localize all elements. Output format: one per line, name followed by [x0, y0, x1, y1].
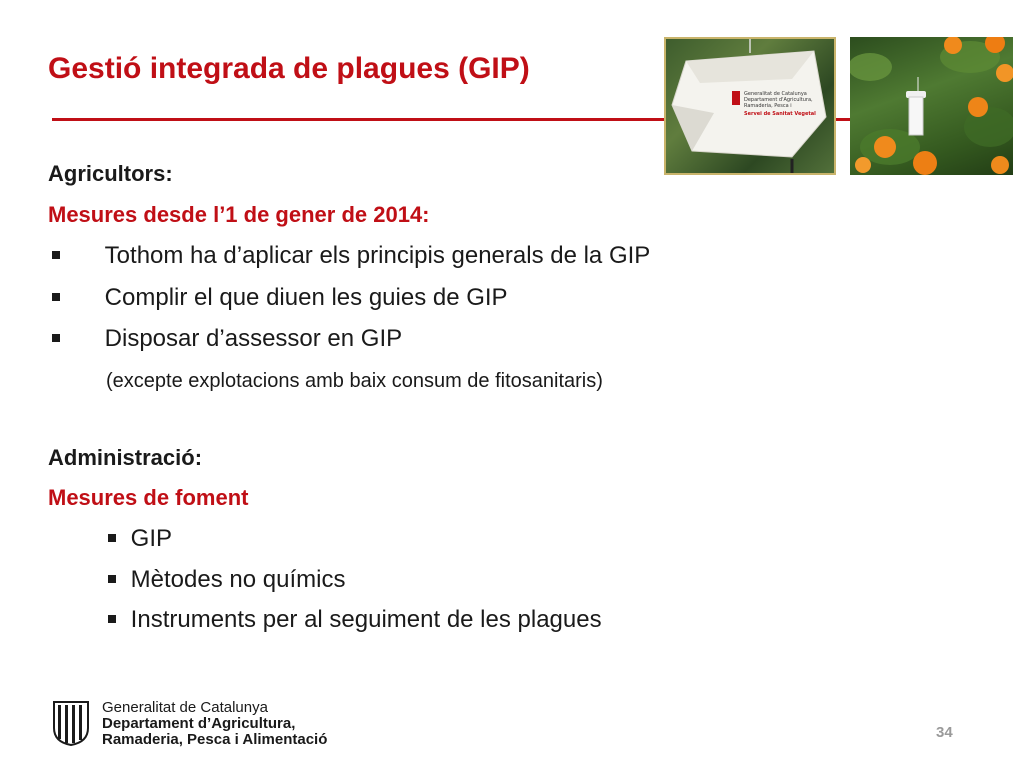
list-item-text: Tothom ha d’aplicar els principis generals de la GIP — [104, 242, 651, 269]
footer-org-name: Generalitat de Catalunya — [102, 699, 268, 716]
trap-label-line-3: Ramaderia, Pesca i — [744, 103, 792, 109]
list-item-text: GIP — [130, 525, 173, 552]
bullet-square-icon — [52, 334, 60, 342]
farmers-heading: Agricultors: — [48, 161, 173, 186]
trap-label-line-4: Servei de Sanitat Vegetal — [744, 111, 816, 117]
list-item — [108, 525, 172, 553]
list-item — [108, 566, 345, 594]
list-item — [108, 606, 602, 634]
list-item — [52, 284, 508, 312]
trap-label-line-2: Departament d'Agricultura, — [744, 97, 813, 103]
list-item-text: Mètodes no químics — [130, 566, 346, 593]
bullet-square-icon — [108, 615, 116, 623]
bullet-square-icon — [108, 575, 116, 583]
bullet-square-icon — [52, 293, 60, 301]
bullet-square-icon — [52, 251, 60, 259]
list-item-text: Disposar d’assessor en GIP — [104, 325, 403, 352]
orange-tree-photo — [850, 37, 1013, 175]
footer-department-line-2: Ramaderia, Pesca i Alimentació — [102, 731, 328, 748]
slide-title: Gestió integrada de plagues (GIP) — [48, 52, 530, 85]
trap-photo — [664, 37, 836, 175]
administration-subheading: Mesures de foment — [48, 485, 249, 510]
administration-heading: Administració: — [48, 445, 203, 470]
trap-illustration — [666, 39, 836, 175]
trap-label-line-1: Generalitat de Catalunya — [744, 91, 807, 97]
generalitat-logo-icon — [52, 700, 90, 746]
page-number: 34 — [936, 724, 953, 741]
footer-department-line-1: Departament d’Agricultura, — [102, 715, 296, 732]
farmers-note: (excepte explotacions amb baix consum de fitosanitaris) — [106, 370, 603, 392]
orange-tree-illustration — [850, 37, 1013, 175]
list-item-text: Instruments per al seguiment de les plagues — [130, 606, 602, 633]
farmers-subheading: Mesures desde l’1 de gener de 2014: — [48, 202, 430, 227]
list-item — [52, 325, 402, 353]
list-item-text: Complir el que diuen les guies de GIP — [104, 284, 508, 311]
bullet-square-icon — [108, 534, 116, 542]
list-item — [52, 242, 650, 270]
